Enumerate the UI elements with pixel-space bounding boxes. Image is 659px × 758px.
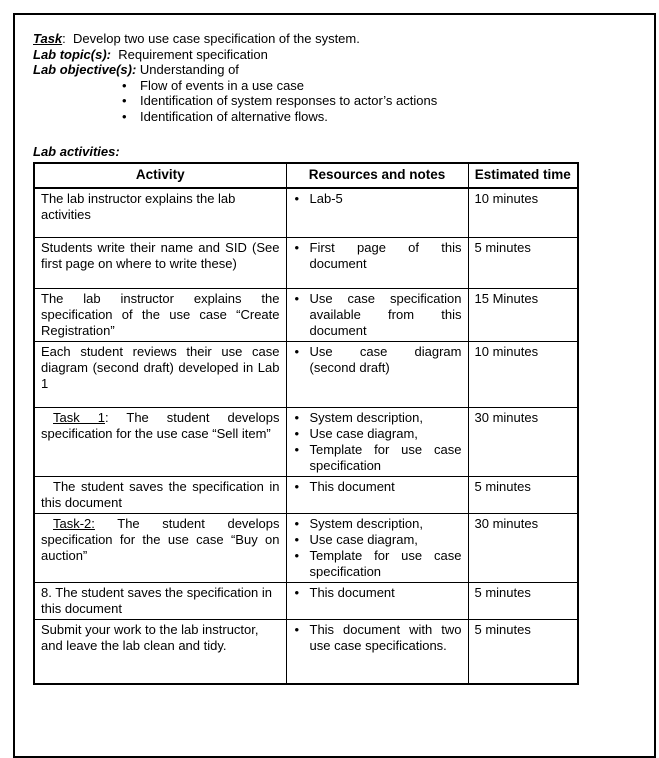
time-cell: 10 minutes bbox=[468, 188, 578, 237]
activity-cell: Task-2: The student develops specification for the use case “Buy on auction” bbox=[34, 513, 286, 582]
lab-topic-line bbox=[33, 47, 634, 63]
intro-section bbox=[33, 31, 634, 124]
table-row bbox=[34, 188, 578, 237]
resources-cell bbox=[286, 341, 468, 407]
time-cell: 10 minutes bbox=[468, 341, 578, 407]
lab-activities-table bbox=[33, 162, 579, 685]
task-prefix-underlined: Task-2: bbox=[53, 515, 95, 531]
resource-item: • Use case diagram, bbox=[293, 532, 462, 548]
objective-bullet: • Flow of events in a use case bbox=[33, 78, 634, 94]
column-header-estimated-time: Estimated time bbox=[468, 163, 578, 188]
task-text: : Develop two use case specification of the system. bbox=[62, 31, 360, 46]
objective-bullet-list bbox=[33, 78, 634, 125]
resources-cell bbox=[286, 619, 468, 684]
time-cell: 5 minutes bbox=[468, 476, 578, 513]
header-row bbox=[34, 163, 578, 188]
time-cell: 5 minutes bbox=[468, 237, 578, 288]
resource-bullet-list bbox=[293, 585, 462, 601]
resource-item: • First page of this document bbox=[293, 240, 462, 272]
resource-bullet-list bbox=[293, 622, 462, 654]
task-label: Task bbox=[33, 31, 63, 46]
resources-cell bbox=[286, 407, 468, 476]
activity-cell: Submit your work to the lab instructor, and leave the lab clean and tidy. bbox=[34, 619, 286, 684]
activity-cell: Students write their name and SID (See first page on where to write these) bbox=[34, 237, 286, 288]
resources-cell bbox=[286, 476, 468, 513]
lab-objective-text: Understanding of bbox=[136, 62, 239, 77]
resources-cell bbox=[286, 582, 468, 619]
resource-bullet-list bbox=[293, 516, 462, 580]
resource-item: • This document with two use case specifications. bbox=[293, 622, 462, 654]
resource-bullet-list bbox=[293, 410, 462, 474]
lab-activities-title: Lab activities: bbox=[33, 144, 120, 159]
resource-item: • Use case diagram (second draft) bbox=[293, 344, 462, 376]
column-header-resources: Resources and notes bbox=[286, 163, 468, 188]
activity-cell: Each student reviews their use case diagram (second draft) developed in Lab 1 bbox=[34, 341, 286, 407]
resource-bullet-list bbox=[293, 344, 462, 376]
resources-cell bbox=[286, 288, 468, 341]
task-line bbox=[33, 31, 634, 47]
time-cell: 30 minutes bbox=[468, 407, 578, 476]
activity-cell: The lab instructor explains the specification of the use case “Create Registration” bbox=[34, 288, 286, 341]
table-row bbox=[34, 619, 578, 684]
resources-cell bbox=[286, 188, 468, 237]
objective-bullet: • Identification of system responses to actor’s actions bbox=[33, 93, 634, 109]
time-cell: 15 Minutes bbox=[468, 288, 578, 341]
activity-cell: The lab instructor explains the lab activities bbox=[34, 188, 286, 237]
activity-cell: 8. The student saves the specification in this document bbox=[34, 582, 286, 619]
lab-objective-line bbox=[33, 62, 634, 78]
table-row bbox=[34, 407, 578, 476]
resource-item: • Lab-5 bbox=[293, 191, 462, 207]
lab-activities-rows bbox=[34, 188, 578, 684]
time-cell: 5 minutes bbox=[468, 582, 578, 619]
resources-cell bbox=[286, 513, 468, 582]
table-row bbox=[34, 582, 578, 619]
table-row bbox=[34, 237, 578, 288]
activity-cell: The student saves the specification in this document bbox=[34, 476, 286, 513]
objective-bullet: • Identification of alternative flows. bbox=[33, 109, 634, 125]
activity-cell: Task 1: The student develops specification for the use case “Sell item” bbox=[34, 407, 286, 476]
task-prefix-underlined: Task 1 bbox=[53, 409, 105, 425]
resources-cell bbox=[286, 237, 468, 288]
resource-item: • This document bbox=[293, 585, 462, 601]
resource-item: • Use case diagram, bbox=[293, 426, 462, 442]
resource-item: • This document bbox=[293, 479, 462, 495]
resource-item: • Template for use case specification bbox=[293, 548, 462, 580]
time-cell: 30 minutes bbox=[468, 513, 578, 582]
resource-item: • Use case specification available from this document bbox=[293, 291, 462, 339]
table-row bbox=[34, 341, 578, 407]
lab-topic-label: Lab topic(s): bbox=[33, 46, 111, 62]
resource-bullet-list bbox=[293, 240, 462, 272]
table-row bbox=[34, 288, 578, 341]
lab-topic-text: Requirement specification bbox=[111, 46, 268, 62]
time-cell: 5 minutes bbox=[468, 619, 578, 684]
table-row bbox=[34, 476, 578, 513]
resource-bullet-list bbox=[293, 291, 462, 339]
column-header-activity: Activity bbox=[34, 163, 286, 188]
table-row bbox=[34, 513, 578, 582]
resource-item: • System description, bbox=[293, 410, 462, 426]
resource-item: • Template for use case specification bbox=[293, 442, 462, 474]
resource-item: • System description, bbox=[293, 516, 462, 532]
resource-bullet-list bbox=[293, 479, 462, 495]
document-page bbox=[13, 13, 656, 758]
lab-objective-label: Lab objective(s): bbox=[33, 62, 137, 77]
resource-bullet-list bbox=[293, 191, 462, 207]
